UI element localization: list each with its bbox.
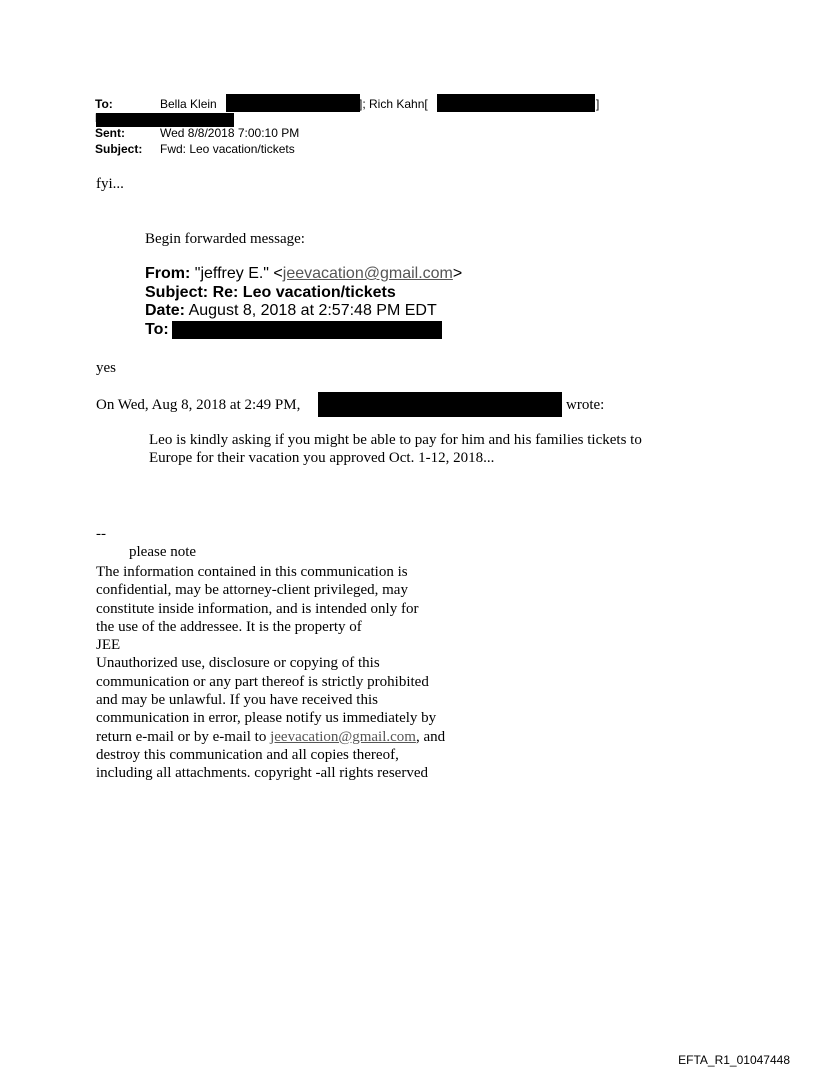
- disclaimer-line: constitute inside information, and is intended only for: [96, 600, 419, 617]
- redaction-box: [318, 392, 562, 417]
- return-email-link[interactable]: jeevacation@gmail.com: [270, 728, 416, 745]
- disclaimer-return-line: [96, 728, 445, 746]
- subject-label: Subject:: [95, 142, 143, 156]
- disclaimer-block: [96, 563, 445, 783]
- quote-intro: On Wed, Aug 8, 2018 at 2:49 PM,: [96, 397, 301, 413]
- fwd-subject-value: Re: Leo vacation/tickets: [212, 284, 396, 301]
- please-note: please note: [129, 544, 197, 560]
- fwd-from-end: >: [452, 265, 463, 282]
- sent-label: Sent:: [95, 126, 125, 140]
- fwd-to-line: [145, 321, 169, 339]
- fyi-text: fyi...: [96, 176, 124, 192]
- fwd-from-name: "jeffrey E." <: [194, 265, 283, 282]
- redaction-box: [172, 321, 442, 339]
- disclaimer-line: JEE: [96, 637, 121, 654]
- fwd-from-label: From:: [145, 265, 191, 282]
- disclaimer-line: destroy this communication and all copies thereof,: [96, 746, 399, 763]
- quoted-message: [149, 431, 642, 467]
- disclaimer-line: communication in error, please notify us immediately by: [96, 710, 437, 727]
- to-label: To:: [95, 97, 113, 111]
- to-recipient-name: Bella Klein: [160, 97, 217, 111]
- disclaimer-line: Unauthorized use, disclosure or copying of this: [96, 655, 380, 672]
- fwd-from-line: [145, 265, 462, 283]
- return-prefix: return e-mail or by e-mail to: [96, 728, 271, 745]
- quoted-line: Europe for their vacation you approved Oct. 1-12, 2018...: [149, 450, 495, 466]
- signature-dashes: --: [96, 526, 106, 542]
- disclaimer-line: confidential, may be attorney-client privileged, may: [96, 582, 408, 599]
- return-suffix: , and: [415, 728, 446, 745]
- fwd-from-email-link[interactable]: jeevacation@gmail.com: [282, 265, 453, 282]
- redaction-box: [96, 113, 234, 127]
- to-end-bracket: ]: [596, 97, 600, 111]
- disclaimer-line: and may be unlawful. If you have received this: [96, 692, 378, 709]
- disclaimer-line: communication or any part thereof is strictly prohibited: [96, 673, 429, 690]
- fwd-date-label: Date:: [145, 302, 186, 319]
- fwd-to-label: To:: [145, 321, 169, 338]
- fwd-date-line: [145, 302, 437, 320]
- quote-wrote: wrote:: [566, 397, 605, 413]
- reply-text: yes: [96, 360, 116, 376]
- disclaimer-line: The information contained in this communication is: [96, 564, 408, 580]
- redaction-box: [226, 94, 360, 112]
- fwd-date-value: August 8, 2018 at 2:57:48 PM EDT: [188, 302, 437, 319]
- disclaimer-line: including all attachments. copyright -all rights reserved: [96, 765, 428, 782]
- fwd-subject-line: [145, 284, 396, 302]
- document-id: EFTA_R1_01047448: [678, 1053, 790, 1067]
- quoted-line: Leo is kindly asking if you might be able to pay for him and his families tickets to: [149, 432, 642, 448]
- subject-value: Fwd: Leo vacation/tickets: [160, 142, 295, 156]
- begin-forwarded-text: Begin forwarded message:: [145, 231, 305, 247]
- disclaimer-line: the use of the addressee. It is the property of: [96, 618, 362, 635]
- sent-value: Wed 8/8/2018 7:00:10 PM: [160, 126, 300, 140]
- fwd-subject-label: Subject:: [145, 284, 209, 301]
- to-separator: ]; Rich Kahn[: [359, 97, 428, 111]
- redaction-box: [437, 94, 595, 112]
